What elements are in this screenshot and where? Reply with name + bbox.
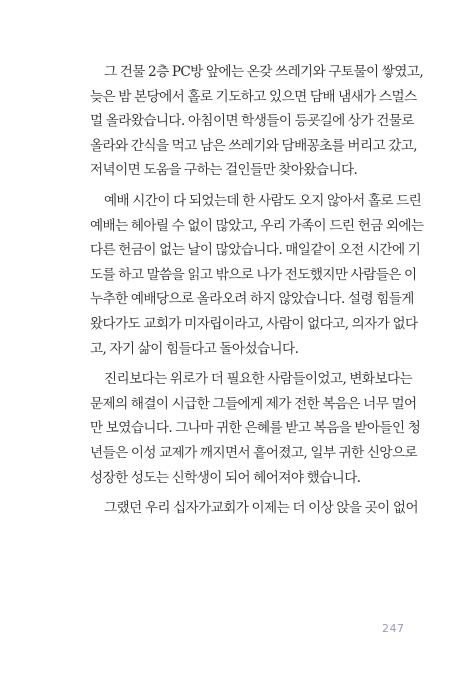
text-line: 문제의 해결이 시급한 그들에게 제가 전한 복음은 너무 멀어 bbox=[90, 395, 417, 412]
paragraph-1 bbox=[90, 60, 424, 183]
page-number: 247 bbox=[382, 622, 405, 635]
text-line: 성장한 성도는 신학생이 되어 헤어져야 했습니다. bbox=[90, 469, 361, 486]
text-line: 누추한 예배당으로 올라오려 하지 않았습니다. 설령 힘들게 bbox=[90, 291, 414, 308]
text-line: 저녁이면 도움을 구하는 걸인들만 찾아왔습니다. bbox=[90, 162, 358, 179]
text-line: 왔다가도 교회가 미자립이라고, 사람이 없다고, 의자가 없다 bbox=[90, 315, 418, 332]
text-line: 만 보였습니다. 그나마 귀한 은혜를 받고 복음을 받아들인 청 bbox=[90, 420, 421, 437]
text-line: 도를 하고 말씀을 읽고 밖으로 나가 전도했지만 사람들은 이 bbox=[90, 266, 417, 283]
paragraph-2 bbox=[90, 189, 424, 361]
text-line: 진리보다는 위로가 더 필요한 사람들이었고, 변화보다는 bbox=[104, 371, 413, 388]
text-line: 다른 헌금이 없는 날이 많았습니다. 매일같이 오전 시간에 기 bbox=[90, 242, 421, 259]
text-line: 예배 시간이 다 되었는데 한 사람도 오지 않아서 홀로 드린 bbox=[104, 192, 422, 209]
text-line: 그 건물 2층 PC방 앞에는 온갖 쓰레기와 구토물이 쌓였고, bbox=[104, 64, 424, 80]
text-line: 년들은 이성 교제가 깨지면서 흩어졌고, 일부 귀한 신앙으로 bbox=[90, 444, 418, 461]
text-line: 그랬던 우리 십자가교회가 이제는 더 이상 앉을 곳이 없어 bbox=[104, 500, 418, 517]
text-line: 예배는 헤아릴 수 없이 많았고, 우리 가족이 드린 헌금 외에는 bbox=[90, 217, 424, 234]
paragraph-4 bbox=[90, 496, 418, 521]
page-body bbox=[90, 60, 424, 521]
text-line: 고, 자기 삶이 힘들다고 돌아섰습니다. bbox=[90, 340, 299, 357]
text-line: 늦은 밤 본당에서 홀로 기도하고 있으면 담배 냄새가 스멀스 bbox=[90, 88, 417, 105]
paragraph-3 bbox=[90, 367, 421, 490]
text-line: 멀 올라왔습니다. 아침이면 학생들이 등굣길에 상가 건물로 bbox=[90, 113, 414, 130]
text-line: 올라와 간식을 먹고 남은 쓰레기와 담배꽁초를 버리고 갔고, bbox=[90, 137, 418, 154]
